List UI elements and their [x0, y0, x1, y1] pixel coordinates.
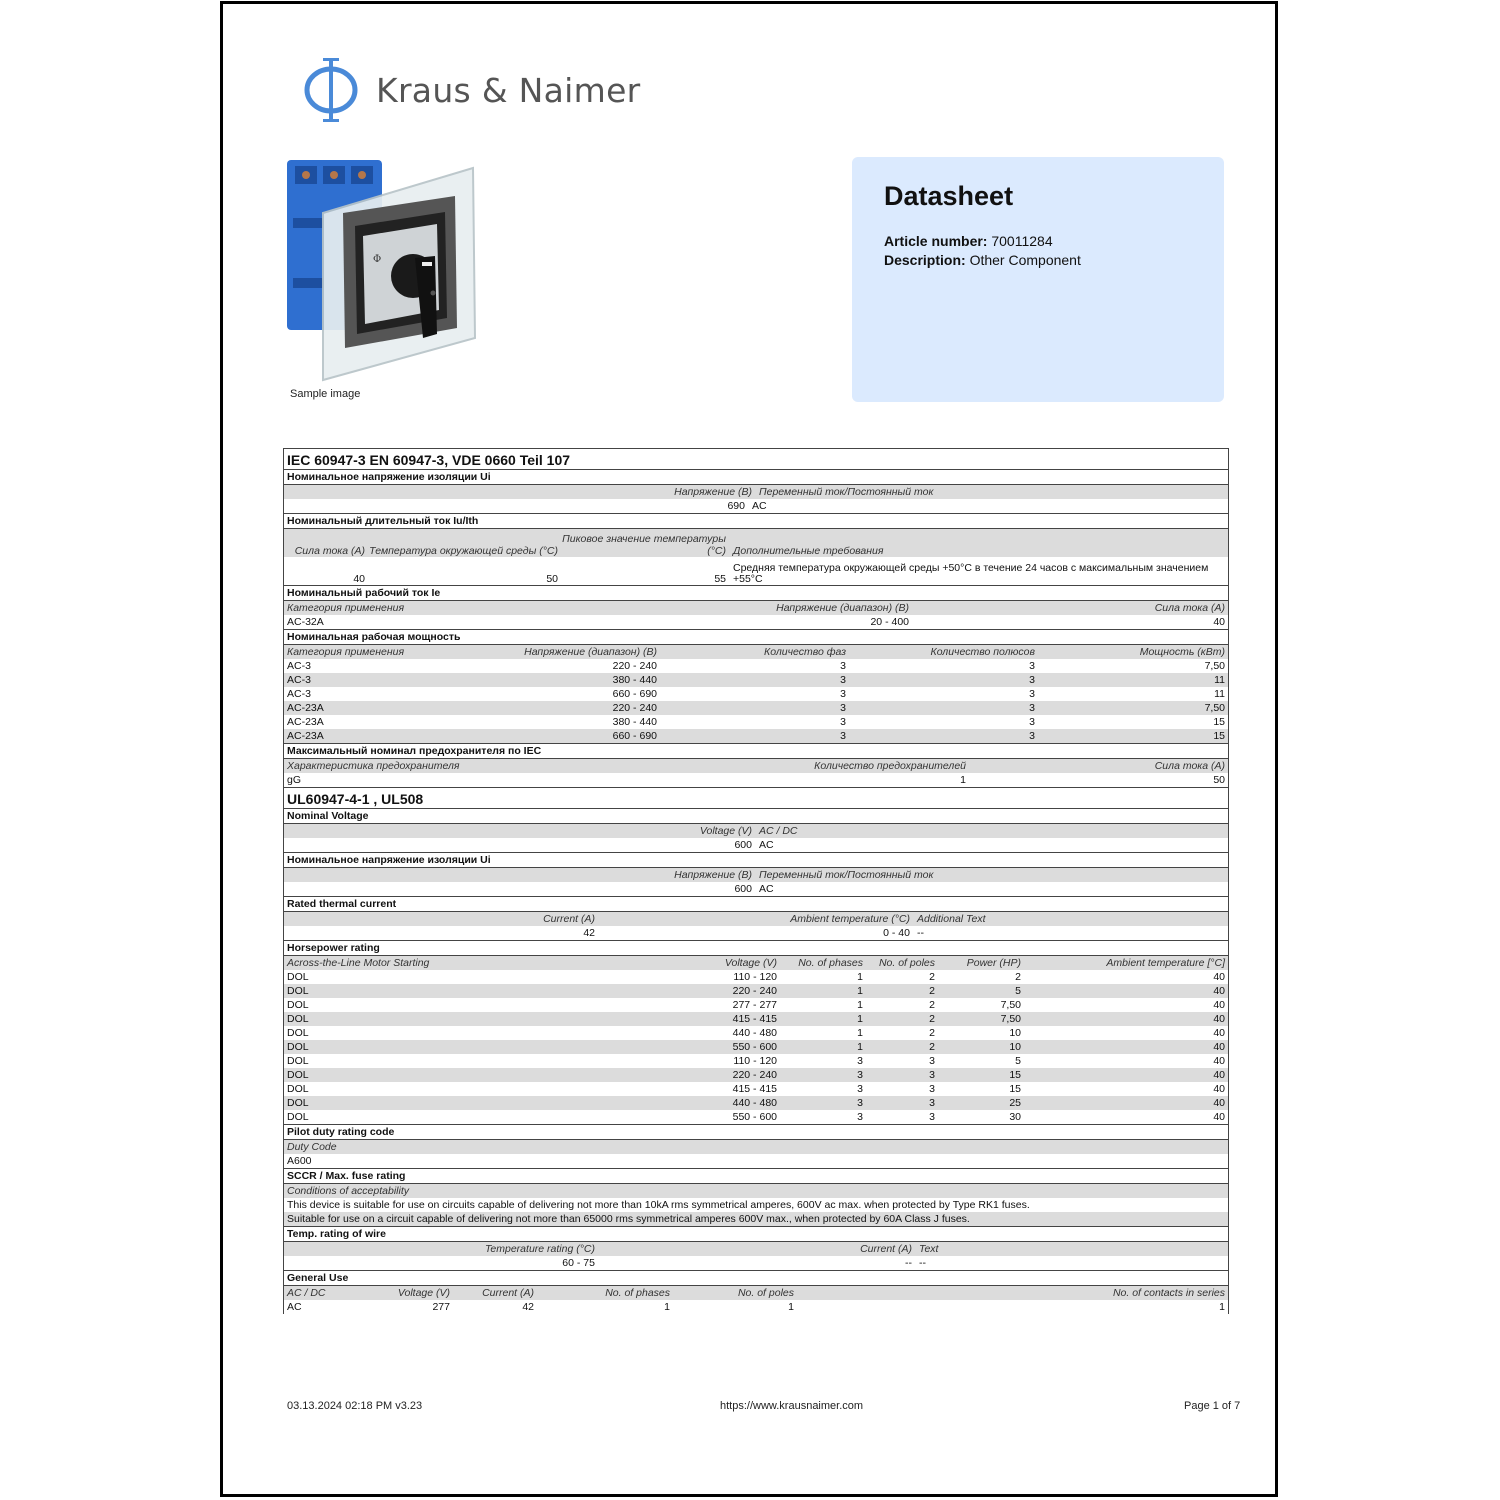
- table-cell: 1: [857, 1041, 863, 1053]
- table-cell: 1: [857, 999, 863, 1011]
- table-cell: 2: [929, 985, 935, 997]
- table-cell: 220 - 240: [612, 660, 657, 672]
- table-cell: Text: [919, 1243, 939, 1255]
- table-cell: 5: [1015, 1055, 1021, 1067]
- section-title: Horsepower rating: [284, 941, 1228, 956]
- table-cell: 3: [1029, 702, 1035, 714]
- table-cell: 440 - 480: [732, 1097, 777, 1109]
- spec-table: [283, 448, 1229, 1314]
- table-cell: 40: [1213, 1027, 1225, 1039]
- table-cell: Температура окружающей среды (°C): [369, 545, 558, 557]
- table-cell: 40: [1213, 1013, 1225, 1025]
- table-cell: AC / DC: [287, 1287, 326, 1299]
- table-header: [284, 1286, 1228, 1300]
- section-title: General Use: [284, 1271, 1228, 1286]
- table-cell: 7,50: [1000, 1013, 1021, 1025]
- table-cell: 60 - 75: [562, 1257, 595, 1269]
- table-cell: AC / DC: [759, 825, 798, 837]
- table-cell: 25: [1009, 1097, 1021, 1109]
- section-title: Номинальный рабочий ток Ie: [284, 586, 1228, 601]
- table-cell: 2: [1015, 971, 1021, 983]
- article-number: [884, 232, 1192, 251]
- standard-heading-iec: IEC 60947-3 EN 60947-3, VDE 0660 Teil 107: [284, 449, 1228, 470]
- table-cell: 277 - 277: [732, 999, 777, 1011]
- footer-url[interactable]: https://www.krausnaimer.com: [720, 1400, 864, 1412]
- table-header: [284, 759, 1228, 773]
- svg-text:Φ: Φ: [373, 254, 382, 265]
- table-cell: 2: [929, 1027, 935, 1039]
- table-cell: Current (A): [543, 913, 595, 925]
- table-row: [284, 1054, 1228, 1068]
- image-caption: Sample image: [290, 388, 361, 400]
- table-cell: No. of poles: [737, 1287, 794, 1299]
- table-row: [284, 729, 1228, 744]
- table-cell: Suitable for use on a circuit capable of delivering not more than 65000 rms symmetrical amperes 600V max., when protected by 60A Class J fuses.: [287, 1213, 970, 1225]
- table-row: [284, 1212, 1228, 1227]
- table-cell: 40: [1213, 1083, 1225, 1095]
- description-label: Description:: [884, 252, 966, 268]
- table-row: [284, 1096, 1228, 1110]
- table-cell: 3: [929, 1097, 935, 1109]
- section-title: Temp. rating of wire: [284, 1227, 1228, 1242]
- table-cell: 2: [929, 1013, 935, 1025]
- table-cell: Категория применения: [287, 602, 405, 614]
- table-cell: Current (A): [860, 1243, 912, 1255]
- table-row: [284, 499, 1228, 514]
- table-cell: 220 - 240: [612, 702, 657, 714]
- table-header: [284, 529, 1228, 557]
- table-header: [284, 824, 1228, 838]
- table-row: [284, 673, 1228, 687]
- table-cell: DOL: [287, 971, 309, 983]
- table-cell: Сила тока (A): [294, 545, 365, 557]
- table-cell: AC: [759, 883, 774, 895]
- table-cell: Дополнительные требования: [733, 545, 884, 557]
- table-header: [284, 1184, 1228, 1198]
- table-cell: 600: [734, 883, 752, 895]
- table-cell: DOL: [287, 1041, 309, 1053]
- table-cell: 3: [1029, 716, 1035, 728]
- brand-name: Kraus & Naimer: [376, 70, 641, 110]
- table-cell: 40: [1213, 1069, 1225, 1081]
- product-image: [285, 158, 480, 383]
- table-cell: 3: [1029, 660, 1035, 672]
- table-cell: 10: [1009, 1041, 1021, 1053]
- table-cell: --: [919, 1257, 926, 1269]
- table-cell: Напряжение (В): [674, 869, 752, 881]
- table-cell: 10: [1009, 1027, 1021, 1039]
- table-cell: No. of contacts in series: [1112, 1287, 1225, 1299]
- table-row: [284, 1110, 1228, 1125]
- table-row: [284, 557, 1228, 586]
- table-cell: 3: [857, 1097, 863, 1109]
- table-cell: Conditions of acceptability: [287, 1185, 409, 1197]
- table-cell: AC: [287, 1301, 302, 1313]
- table-cell: 40: [1213, 971, 1225, 983]
- table-cell: AC-23A: [287, 716, 324, 728]
- table-cell: 3: [929, 1083, 935, 1095]
- table-header: [284, 1242, 1228, 1256]
- table-cell: 3: [1029, 674, 1035, 686]
- table-cell: Количество полюсов: [930, 646, 1035, 658]
- table-cell: Пиковое значение температуры: [562, 533, 726, 545]
- table-cell: 380 - 440: [612, 716, 657, 728]
- section-title: Номинальное напряжение изоляции Ui: [284, 853, 1228, 868]
- table-cell: DOL: [287, 1027, 309, 1039]
- table-cell: 3: [857, 1055, 863, 1067]
- table-cell: Voltage (V): [724, 957, 777, 969]
- table-row: [284, 1026, 1228, 1040]
- table-cell: 110 - 120: [733, 1055, 777, 1067]
- table-cell: 15: [1213, 730, 1225, 742]
- table-row: [284, 659, 1228, 673]
- table-cell: 690: [727, 500, 745, 512]
- table-row: [284, 984, 1228, 998]
- table-cell: A600: [287, 1155, 312, 1167]
- table-row: [284, 970, 1228, 984]
- table-cell: 1: [1219, 1301, 1225, 1313]
- table-cell: Voltage (V): [699, 825, 752, 837]
- table-cell: 42: [522, 1301, 534, 1313]
- brand-logo: [302, 56, 641, 124]
- table-cell: Категория применения: [287, 646, 405, 658]
- table-cell: Напряжение (диапазон) (В): [776, 602, 909, 614]
- table-cell: 3: [840, 674, 846, 686]
- table-cell: AC-23A: [287, 730, 324, 742]
- datasheet-info-box: [852, 157, 1224, 402]
- table-cell: 0 - 40: [883, 927, 910, 939]
- table-cell: 55: [714, 573, 726, 585]
- table-cell: Voltage (V): [397, 1287, 450, 1299]
- table-row: [284, 838, 1228, 853]
- table-cell: 50: [546, 573, 558, 585]
- table-cell: 3: [929, 1111, 935, 1123]
- phi-logo-icon: [302, 56, 360, 124]
- table-row: [284, 1300, 1228, 1314]
- footer-page-number: Page 1 of 7: [1184, 1400, 1241, 1412]
- table-header: [284, 1140, 1228, 1154]
- table-row: [284, 1068, 1228, 1082]
- table-cell: DOL: [287, 1083, 309, 1095]
- section-title: Номинальный длительный ток Iu/Ith: [284, 514, 1228, 529]
- table-row: [284, 615, 1228, 630]
- table-cell: 1: [788, 1301, 794, 1313]
- table-cell: Сила тока (A): [1154, 760, 1225, 772]
- description: [884, 251, 1192, 270]
- table-cell: --: [917, 927, 924, 939]
- section-title: Номинальное напряжение изоляции Ui: [284, 470, 1228, 485]
- table-cell: 50: [1213, 774, 1225, 786]
- table-cell: 7,50: [1204, 702, 1225, 714]
- table-cell: 600: [734, 839, 752, 851]
- table-cell: 40: [1213, 1041, 1225, 1053]
- table-cell: 660 - 690: [612, 730, 657, 742]
- table-cell: No. of phases: [605, 1287, 670, 1299]
- standard-heading-ul: UL60947-4-1 , UL508: [284, 788, 1228, 809]
- table-cell: Duty Code: [287, 1141, 337, 1153]
- table-header: [284, 485, 1228, 499]
- table-cell: 11: [1214, 674, 1225, 686]
- table-cell: 110 - 120: [733, 971, 777, 983]
- table-cell: 40: [1213, 616, 1225, 628]
- table-cell: 277: [432, 1301, 450, 1313]
- table-cell: DOL: [287, 1055, 309, 1067]
- table-cell: 660 - 690: [612, 688, 657, 700]
- table-cell: 40: [1213, 985, 1225, 997]
- table-cell: Переменный ток/Постоянный ток: [759, 869, 934, 881]
- table-cell: 7,50: [1204, 660, 1225, 672]
- table-cell: Ambient temperature [°C]: [1106, 957, 1225, 969]
- table-row: [284, 1040, 1228, 1054]
- section-title: SCCR / Max. fuse rating: [284, 1169, 1228, 1184]
- table-cell: AC-3: [287, 660, 311, 672]
- table-cell: 220 - 240: [732, 1069, 777, 1081]
- table-cell: 3: [857, 1111, 863, 1123]
- table-cell: 550 - 600: [732, 1111, 777, 1123]
- table-cell: Current (A): [482, 1287, 534, 1299]
- table-cell: 40: [1213, 999, 1225, 1011]
- table-cell: Количество фаз: [764, 646, 846, 658]
- table-cell: 1: [664, 1301, 670, 1313]
- description-value: Other Component: [969, 252, 1081, 268]
- table-cell: Средняя температура окружающей среды +50°C в течение 24 часов с максимальным значением: [733, 562, 1209, 574]
- table-cell: Количество предохранителей: [814, 760, 966, 772]
- table-cell: Мощность (кВт): [1139, 646, 1225, 658]
- table-header: [284, 645, 1228, 659]
- table-cell: 3: [840, 660, 846, 672]
- table-cell: 3: [840, 730, 846, 742]
- table-row: [284, 773, 1228, 788]
- table-cell: 40: [1213, 1097, 1225, 1109]
- table-cell: Ambient temperature (°C): [790, 913, 910, 925]
- table-cell: Additional Text: [917, 913, 986, 925]
- table-cell: Power (HP): [966, 957, 1021, 969]
- table-cell: 220 - 240: [732, 985, 777, 997]
- table-cell: 440 - 480: [732, 1027, 777, 1039]
- table-cell: Характеристика предохранителя: [287, 760, 460, 772]
- table-row: [284, 998, 1228, 1012]
- table-cell: 5: [1015, 985, 1021, 997]
- table-cell: 3: [857, 1069, 863, 1081]
- table-cell: 15: [1009, 1083, 1021, 1095]
- table-row: [284, 882, 1228, 897]
- table-cell: 380 - 440: [612, 674, 657, 686]
- table-cell: DOL: [287, 1111, 309, 1123]
- table-cell: --: [905, 1257, 912, 1269]
- section-title: Rated thermal current: [284, 897, 1228, 912]
- table-cell: 3: [929, 1055, 935, 1067]
- section-title: Nominal Voltage: [284, 809, 1228, 824]
- table-cell: Temperature rating (°C): [484, 1243, 595, 1255]
- table-cell: Переменный ток/Постоянный ток: [759, 486, 934, 498]
- table-cell: gG: [287, 774, 302, 786]
- section-title: Максимальный номинал предохранителя по IEC: [284, 744, 1228, 759]
- table-cell: 415 - 415: [732, 1013, 777, 1025]
- table-row: [284, 1154, 1228, 1169]
- table-cell: DOL: [287, 999, 309, 1011]
- table-row: [284, 715, 1228, 729]
- table-cell: 2: [929, 999, 935, 1011]
- table-cell: 3: [840, 716, 846, 728]
- table-cell: 3: [840, 688, 846, 700]
- table-cell: 7,50: [1000, 999, 1021, 1011]
- table-cell: AC-3: [287, 688, 311, 700]
- table-cell: Сила тока (A): [1154, 602, 1225, 614]
- table-cell: AC: [752, 500, 767, 512]
- article-label: Article number:: [884, 233, 988, 249]
- table-cell: 40: [353, 573, 365, 585]
- table-cell: AC-32A: [287, 616, 324, 628]
- table-cell: AC: [759, 839, 774, 851]
- table-cell: Across-the-Line Motor Starting: [287, 957, 430, 969]
- table-row: [284, 926, 1228, 941]
- table-cell: 3: [929, 1069, 935, 1081]
- table-row: [284, 687, 1228, 701]
- table-cell: 1: [857, 1027, 863, 1039]
- table-cell: 20 - 400: [870, 616, 909, 628]
- table-cell: DOL: [287, 1069, 309, 1081]
- table-header: [284, 601, 1228, 615]
- table-cell: 15: [1009, 1069, 1021, 1081]
- table-cell: 2: [929, 971, 935, 983]
- table-cell: No. of poles: [878, 957, 935, 969]
- table-cell: 15: [1213, 716, 1225, 728]
- table-cell: 30: [1009, 1111, 1021, 1123]
- table-cell: 40: [1213, 1055, 1225, 1067]
- table-cell: 415 - 415: [732, 1083, 777, 1095]
- table-cell: Напряжение (диапазон) (В): [524, 646, 657, 658]
- table-header: [284, 868, 1228, 882]
- table-cell: 1: [857, 1013, 863, 1025]
- table-row: [284, 1198, 1228, 1212]
- table-cell: 3: [1029, 730, 1035, 742]
- section-title: Номинальная рабочая мощность: [284, 630, 1228, 645]
- table-cell: DOL: [287, 1013, 309, 1025]
- table-row: [284, 1082, 1228, 1096]
- table-cell: AC-23A: [287, 702, 324, 714]
- table-cell: 40: [1213, 1111, 1225, 1123]
- table-cell: DOL: [287, 985, 309, 997]
- article-value: 70011284: [991, 233, 1053, 249]
- table-row: [284, 1012, 1228, 1026]
- table-cell: 11: [1214, 688, 1225, 700]
- table-cell: 1: [857, 971, 863, 983]
- table-header: [284, 956, 1228, 970]
- table-cell: (°C): [707, 545, 726, 557]
- table-cell: Напряжение (В): [674, 486, 752, 498]
- table-cell: DOL: [287, 1097, 309, 1109]
- table-cell: No. of phases: [798, 957, 863, 969]
- table-cell: This device is suitable for use on circuits capable of delivering not more than 10kA rms symmetrical amperes, 600V ac max. when protected by Type RK1 fuses.: [287, 1199, 1030, 1211]
- table-row: [284, 701, 1228, 715]
- footer-timestamp: 03.13.2024 02:18 PM v3.23: [287, 1400, 423, 1412]
- table-cell: 3: [857, 1083, 863, 1095]
- table-header: [284, 912, 1228, 926]
- table-cell: 42: [583, 927, 595, 939]
- datasheet-title: Datasheet: [884, 181, 1014, 211]
- table-cell: 3: [1029, 688, 1035, 700]
- table-cell: 2: [929, 1041, 935, 1053]
- table-cell: +55°C: [733, 573, 763, 585]
- table-cell: 1: [857, 985, 863, 997]
- table-cell: 1: [960, 774, 966, 786]
- table-cell: 550 - 600: [732, 1041, 777, 1053]
- table-row: [284, 1256, 1228, 1271]
- section-title: Pilot duty rating code: [284, 1125, 1228, 1140]
- table-cell: AC-3: [287, 674, 311, 686]
- table-cell: 3: [840, 702, 846, 714]
